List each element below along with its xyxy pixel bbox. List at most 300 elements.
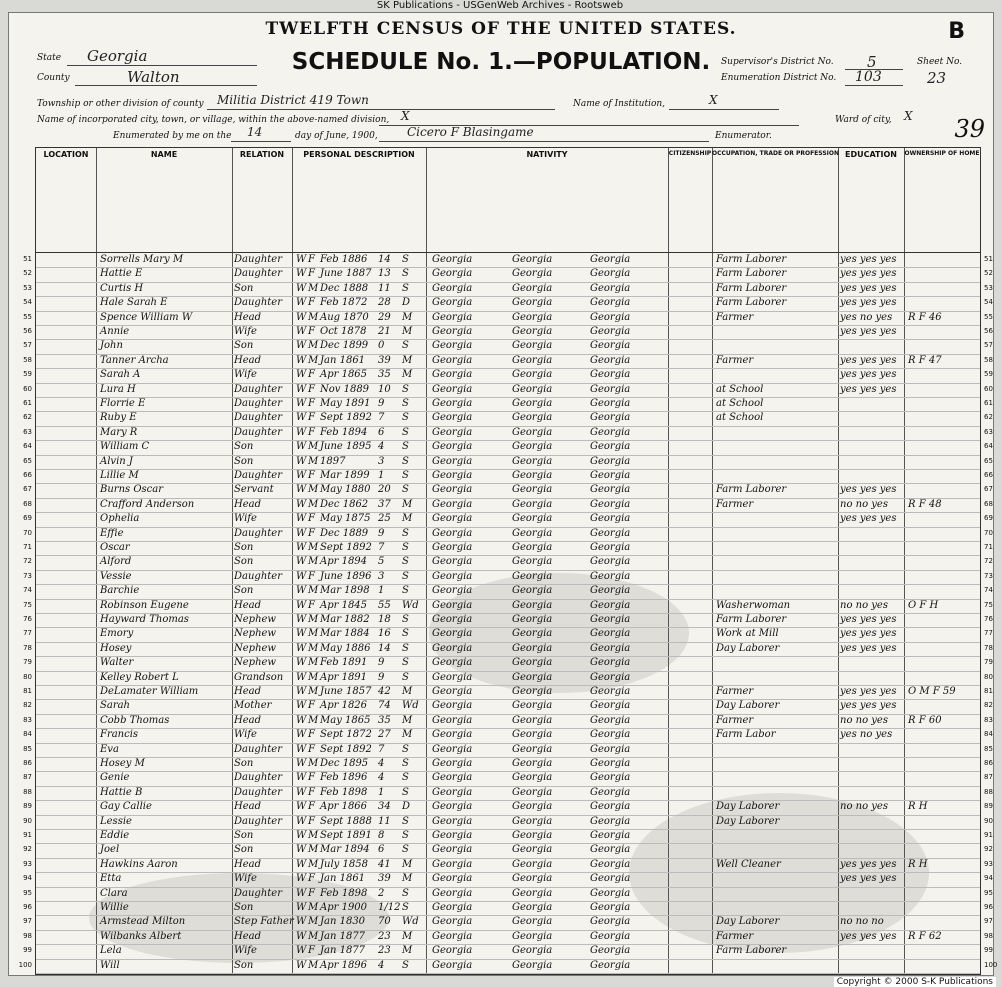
cell-ed bbox=[840, 815, 902, 829]
cell-occ bbox=[716, 512, 836, 526]
cell-st: S bbox=[402, 959, 409, 971]
table-row bbox=[23, 584, 993, 599]
cell-own bbox=[908, 368, 978, 382]
cell-own bbox=[908, 944, 978, 958]
cell-b2: Georgia bbox=[512, 268, 553, 280]
cell-b1: Georgia bbox=[432, 700, 473, 712]
cell-st: M bbox=[402, 513, 413, 525]
cell-rel: Wife bbox=[234, 873, 257, 885]
cell-occ: Farm Laborer bbox=[716, 614, 787, 625]
cell-own bbox=[908, 743, 978, 757]
cell-occ bbox=[716, 743, 836, 757]
cell-age: 28 bbox=[378, 297, 391, 309]
cell-own bbox=[908, 584, 978, 598]
cell-race: W bbox=[296, 815, 307, 827]
cell-sex: F bbox=[308, 570, 315, 582]
cell-ed bbox=[840, 843, 902, 857]
cell-st: S bbox=[402, 614, 409, 625]
cell-born: Jan 1830 bbox=[320, 916, 366, 928]
line-number: 59 bbox=[23, 370, 32, 379]
line-number: 72 bbox=[23, 557, 32, 566]
cell-st: M bbox=[402, 714, 413, 726]
line-number-right: 97 bbox=[984, 917, 993, 926]
line-number-right: 100 bbox=[984, 960, 998, 969]
cell-age: 35 bbox=[378, 714, 391, 726]
cell-sex: M bbox=[308, 844, 319, 856]
table-row bbox=[23, 771, 993, 786]
cell-st: S bbox=[402, 902, 409, 913]
cell-age: 1/12 bbox=[378, 902, 401, 913]
line-number-right: 77 bbox=[984, 629, 993, 638]
cell-occ: Farm Laborer bbox=[716, 297, 787, 309]
table-row bbox=[23, 455, 993, 470]
cell-race: W bbox=[296, 642, 307, 654]
cell-occ bbox=[716, 843, 836, 857]
line-number: 53 bbox=[23, 283, 32, 292]
cell-ed bbox=[840, 339, 902, 353]
population-table bbox=[18, 147, 998, 975]
cell-race: W bbox=[296, 714, 307, 726]
table-row bbox=[23, 541, 993, 556]
cell-st: D bbox=[402, 297, 411, 309]
line-number: 77 bbox=[23, 629, 32, 638]
cell-ed: no no yes bbox=[840, 599, 888, 611]
cell-race: W bbox=[296, 340, 307, 352]
cell-b3: Georgia bbox=[590, 830, 631, 841]
cell-sex: F bbox=[308, 326, 315, 337]
cell-b2: Georgia bbox=[512, 340, 553, 352]
cell-b2: Georgia bbox=[512, 282, 553, 294]
cell-occ: Farm Laborer bbox=[716, 484, 787, 496]
cell-rel: Daughter bbox=[234, 772, 282, 784]
cell-name: Ruby E bbox=[100, 412, 137, 424]
cell-born: Aug 1870 bbox=[320, 311, 369, 323]
cell-occ: Work at Mill bbox=[716, 628, 779, 640]
line-number-right: 84 bbox=[984, 730, 993, 739]
line-number-right: 62 bbox=[984, 413, 993, 422]
cell-ed: yes yes yes bbox=[840, 513, 897, 525]
cell-own bbox=[908, 915, 978, 929]
cell-age: 11 bbox=[378, 282, 391, 294]
cell-own bbox=[908, 527, 978, 541]
line-number: 55 bbox=[23, 312, 32, 321]
cell-b3: Georgia bbox=[590, 297, 631, 309]
line-number-right: 73 bbox=[984, 571, 993, 580]
cell-occ bbox=[716, 469, 836, 483]
cell-ed bbox=[840, 757, 902, 771]
cell-b3: Georgia bbox=[590, 354, 631, 366]
line-number-right: 94 bbox=[984, 874, 993, 883]
cell-rel: Son bbox=[234, 282, 254, 294]
cell-ed: yes yes yes bbox=[840, 686, 897, 697]
table-row bbox=[23, 915, 993, 930]
cell-name: Joel bbox=[100, 844, 120, 856]
table-row bbox=[23, 469, 993, 484]
cell-name: Sarah A bbox=[100, 369, 141, 381]
cell-occ bbox=[716, 584, 836, 598]
cell-race: W bbox=[296, 570, 307, 582]
cell-rel: Nephew bbox=[234, 614, 276, 625]
cell-own bbox=[908, 383, 978, 397]
cell-occ bbox=[716, 426, 836, 440]
table-row bbox=[23, 383, 993, 398]
cell-sex: M bbox=[308, 556, 319, 568]
cell-own: R F 60 bbox=[908, 714, 942, 726]
cell-ed bbox=[840, 944, 902, 958]
cell-b2: Georgia bbox=[512, 470, 553, 481]
cell-sex: M bbox=[308, 858, 319, 870]
line-number: 98 bbox=[23, 931, 32, 940]
cell-st: S bbox=[402, 455, 409, 467]
cell-b3: Georgia bbox=[590, 743, 631, 755]
line-number-right: 51 bbox=[984, 255, 993, 263]
cell-born: Dec 1862 bbox=[320, 498, 369, 510]
line-number: 68 bbox=[23, 499, 32, 508]
cell-race: W bbox=[296, 657, 307, 669]
cell-b3: Georgia bbox=[590, 873, 631, 885]
cell-race: W bbox=[296, 844, 307, 856]
cell-name: Effie bbox=[100, 527, 124, 539]
table-row bbox=[23, 267, 993, 282]
cell-rel: Grandson bbox=[234, 671, 284, 683]
cell-sex: M bbox=[308, 657, 319, 669]
cell-born: May 1886 bbox=[320, 642, 371, 654]
cell-b1: Georgia bbox=[432, 671, 473, 683]
cell-name: Curtis H bbox=[100, 282, 144, 294]
cell-b3: Georgia bbox=[590, 902, 631, 913]
cell-sex: F bbox=[308, 786, 315, 798]
cell-occ: at School bbox=[716, 412, 764, 424]
line-number: 94 bbox=[23, 874, 32, 883]
cell-b3: Georgia bbox=[590, 844, 631, 856]
line-number-right: 70 bbox=[984, 528, 993, 537]
table-row bbox=[23, 483, 993, 498]
line-number-right: 60 bbox=[984, 384, 993, 393]
table-row bbox=[23, 296, 993, 311]
cell-st: S bbox=[402, 398, 409, 409]
cell-occ: Washerwoman bbox=[716, 599, 791, 611]
line-number: 63 bbox=[23, 427, 32, 436]
line-number-right: 72 bbox=[984, 557, 993, 566]
cell-rel: Son bbox=[234, 585, 254, 597]
cell-age: 7 bbox=[378, 412, 385, 424]
enumerator-label: Enumerator. bbox=[715, 131, 772, 141]
cell-occ bbox=[716, 440, 836, 454]
line-number: 58 bbox=[23, 355, 32, 364]
cell-own: R F 62 bbox=[908, 930, 942, 942]
cell-name: Sorrells Mary M bbox=[100, 254, 184, 265]
line-number: 66 bbox=[23, 471, 32, 479]
cell-own bbox=[908, 325, 978, 339]
line-number-right: 64 bbox=[984, 442, 993, 451]
cell-sex: F bbox=[308, 873, 315, 885]
line-number-right: 67 bbox=[984, 485, 993, 494]
cell-b3: Georgia bbox=[590, 786, 631, 798]
cell-occ: Farm Laborer bbox=[716, 268, 787, 280]
cell-ed: yes yes yes bbox=[840, 268, 897, 280]
cell-rel: Son bbox=[234, 441, 254, 453]
cell-sex: F bbox=[308, 513, 315, 525]
cell-b2: Georgia bbox=[512, 297, 553, 309]
cell-b3: Georgia bbox=[590, 498, 631, 510]
township-value: Militia District 419 Town bbox=[217, 93, 369, 107]
cell-name: Will bbox=[100, 959, 120, 971]
cell-b1: Georgia bbox=[432, 369, 473, 381]
cell-b1: Georgia bbox=[432, 383, 473, 395]
cell-race: W bbox=[296, 671, 307, 683]
cell-ed bbox=[840, 743, 902, 757]
cell-sex: F bbox=[308, 743, 315, 755]
cell-b2: Georgia bbox=[512, 254, 553, 265]
cell-rel: Wife bbox=[234, 326, 257, 337]
cell-age: 13 bbox=[378, 268, 391, 280]
line-number: 75 bbox=[23, 600, 32, 609]
cell-race: W bbox=[296, 484, 307, 496]
cell-b2: Georgia bbox=[512, 786, 553, 798]
line-number-right: 59 bbox=[984, 370, 993, 379]
cell-own: R F 46 bbox=[908, 311, 942, 323]
cell-name: Crafford Anderson bbox=[100, 498, 195, 510]
cell-name: Cobb Thomas bbox=[100, 714, 170, 726]
cell-own bbox=[908, 613, 978, 627]
cell-b2: Georgia bbox=[512, 945, 553, 957]
cell-sex: M bbox=[308, 311, 319, 323]
cell-age: 35 bbox=[378, 369, 391, 381]
cell-b2: Georgia bbox=[512, 412, 553, 424]
cell-b1: Georgia bbox=[432, 873, 473, 885]
incorporated-label: Name of incorporated city, town, or village, within the above-named division, bbox=[37, 115, 390, 125]
cell-b1: Georgia bbox=[432, 729, 473, 741]
cell-race: W bbox=[296, 758, 307, 769]
cell-age: 7 bbox=[378, 542, 385, 553]
cell-name: Gay Callie bbox=[100, 801, 152, 813]
cell-b1: Georgia bbox=[432, 657, 473, 669]
cell-name: Hattie B bbox=[100, 786, 143, 798]
cell-ed: yes yes yes bbox=[840, 858, 897, 870]
cell-own bbox=[908, 339, 978, 353]
cell-occ bbox=[716, 671, 836, 685]
cell-race: W bbox=[296, 772, 307, 784]
cell-b1: Georgia bbox=[432, 426, 473, 438]
cell-b2: Georgia bbox=[512, 916, 553, 928]
line-number-right: 79 bbox=[984, 658, 993, 667]
cell-ed: yes yes yes bbox=[840, 254, 897, 265]
cell-ed: yes yes yes bbox=[840, 282, 897, 294]
cell-b1: Georgia bbox=[432, 686, 473, 697]
cell-b2: Georgia bbox=[512, 686, 553, 697]
cell-st: S bbox=[402, 527, 409, 539]
cell-born: May 1891 bbox=[320, 398, 371, 409]
cell-b3: Georgia bbox=[590, 340, 631, 352]
page-number: 39 bbox=[954, 115, 985, 143]
cell-born: Dec 1899 bbox=[320, 340, 369, 352]
cell-b3: Georgia bbox=[590, 412, 631, 424]
cell-ed: no no no bbox=[840, 916, 884, 928]
cell-race: W bbox=[296, 614, 307, 625]
line-number-right: 93 bbox=[984, 859, 993, 868]
cell-b2: Georgia bbox=[512, 484, 553, 496]
cell-race: W bbox=[296, 426, 307, 438]
cell-age: 11 bbox=[378, 815, 391, 827]
cell-race: W bbox=[296, 297, 307, 309]
cell-born: Apr 1894 bbox=[320, 556, 368, 568]
cell-b2: Georgia bbox=[512, 426, 553, 438]
cell-st: S bbox=[402, 282, 409, 294]
supervisor-value: 5 bbox=[867, 53, 877, 71]
cell-b1: Georgia bbox=[432, 945, 473, 957]
cell-own bbox=[908, 771, 978, 785]
line-number-right: 80 bbox=[984, 672, 993, 681]
cell-ed: yes yes yes bbox=[840, 369, 897, 381]
institution-label: Name of Institution, bbox=[573, 99, 666, 109]
cell-ed: yes yes yes bbox=[840, 297, 897, 309]
cell-b2: Georgia bbox=[512, 556, 553, 568]
cell-b1: Georgia bbox=[432, 844, 473, 856]
cell-own: R F 47 bbox=[908, 354, 942, 366]
cell-sex: M bbox=[308, 671, 319, 683]
cell-ed: yes yes yes bbox=[840, 383, 897, 395]
cell-b3: Georgia bbox=[590, 326, 631, 337]
cell-b2: Georgia bbox=[512, 441, 553, 453]
cell-occ bbox=[716, 555, 836, 569]
cell-rel: Wife bbox=[234, 513, 257, 525]
cell-name: Lessie bbox=[100, 815, 132, 827]
cell-b2: Georgia bbox=[512, 585, 553, 597]
cell-b2: Georgia bbox=[512, 959, 553, 971]
cell-rel: Daughter bbox=[234, 470, 282, 481]
table-row bbox=[23, 843, 993, 858]
cell-born: Jan 1861 bbox=[320, 873, 366, 885]
line-number: 93 bbox=[23, 859, 32, 868]
table-row bbox=[23, 627, 993, 642]
table-row bbox=[23, 714, 993, 729]
cell-b3: Georgia bbox=[590, 714, 631, 726]
cell-own bbox=[908, 296, 978, 310]
cell-race: W bbox=[296, 887, 307, 899]
cell-b2: Georgia bbox=[512, 873, 553, 885]
cell-race: W bbox=[296, 326, 307, 337]
cell-b1: Georgia bbox=[432, 858, 473, 870]
line-number: 74 bbox=[23, 586, 32, 595]
cell-name: Tanner Archa bbox=[100, 354, 169, 366]
cell-race: W bbox=[296, 498, 307, 510]
cell-ed bbox=[840, 786, 902, 800]
cell-b1: Georgia bbox=[432, 311, 473, 323]
cell-name: Mary R bbox=[100, 426, 138, 438]
cell-b3: Georgia bbox=[590, 657, 631, 669]
cell-own bbox=[908, 483, 978, 497]
cell-ed bbox=[840, 455, 902, 469]
institution-value: X bbox=[709, 93, 718, 107]
cell-st: S bbox=[402, 570, 409, 582]
cell-rel: Wife bbox=[234, 369, 257, 381]
cell-b2: Georgia bbox=[512, 671, 553, 683]
county-label: County bbox=[37, 73, 70, 83]
county-value: Walton bbox=[127, 68, 180, 86]
cell-race: W bbox=[296, 743, 307, 755]
cell-age: 4 bbox=[378, 441, 385, 453]
cell-occ bbox=[716, 786, 836, 800]
cell-b3: Georgia bbox=[590, 628, 631, 640]
cell-rel: Mother bbox=[234, 700, 272, 712]
cell-sex: F bbox=[308, 700, 315, 712]
cell-ed: yes yes yes bbox=[840, 354, 897, 366]
cell-b1: Georgia bbox=[432, 772, 473, 784]
cell-rel: Son bbox=[234, 340, 254, 352]
cell-ed bbox=[840, 570, 902, 584]
cell-sex: F bbox=[308, 268, 315, 280]
cell-ed bbox=[840, 959, 902, 973]
line-number-right: 99 bbox=[984, 946, 993, 955]
cell-st: S bbox=[402, 844, 409, 856]
cell-rel: Daughter bbox=[234, 786, 282, 798]
cell-sex: F bbox=[308, 527, 315, 539]
line-number-right: 95 bbox=[984, 888, 993, 897]
cell-rel: Daughter bbox=[234, 297, 282, 309]
cell-b3: Georgia bbox=[590, 426, 631, 438]
cell-ed: yes yes yes bbox=[840, 873, 897, 885]
cell-b2: Georgia bbox=[512, 729, 553, 741]
cell-st: S bbox=[402, 815, 409, 827]
cell-ed: yes yes yes bbox=[840, 628, 897, 640]
cell-ed: yes no yes bbox=[840, 311, 893, 323]
col-relation: RELATION bbox=[239, 150, 285, 159]
cell-b1: Georgia bbox=[432, 916, 473, 928]
cell-occ: Farm Laborer bbox=[716, 945, 787, 957]
cell-b1: Georgia bbox=[432, 614, 473, 625]
table-row bbox=[23, 887, 993, 902]
cell-b2: Georgia bbox=[512, 570, 553, 582]
cell-age: 14 bbox=[378, 642, 391, 654]
line-number: 100 bbox=[18, 960, 32, 969]
cell-occ: Farm Laborer bbox=[716, 254, 787, 265]
cell-born: Apr 1826 bbox=[320, 700, 368, 712]
line-number-right: 66 bbox=[984, 471, 993, 479]
table-row bbox=[23, 325, 993, 340]
cell-ed bbox=[840, 469, 902, 483]
cell-own: R F 48 bbox=[908, 498, 942, 510]
cell-sex: F bbox=[308, 383, 315, 395]
line-number-right: 85 bbox=[984, 744, 993, 753]
cell-rel: Nephew bbox=[234, 657, 276, 669]
cell-own bbox=[908, 426, 978, 440]
cell-occ: Day Laborer bbox=[716, 801, 780, 813]
cell-own bbox=[908, 728, 978, 742]
cell-race: W bbox=[296, 282, 307, 294]
cell-sex: M bbox=[308, 498, 319, 510]
cell-b3: Georgia bbox=[590, 614, 631, 625]
col-location: LOCATION bbox=[43, 150, 89, 159]
cell-b3: Georgia bbox=[590, 398, 631, 409]
cell-name: Francis bbox=[100, 729, 139, 741]
cell-sex: F bbox=[308, 887, 315, 899]
table-row bbox=[23, 426, 993, 441]
cell-st: S bbox=[402, 340, 409, 352]
table-row bbox=[23, 354, 993, 369]
cell-b1: Georgia bbox=[432, 815, 473, 827]
cell-rel: Daughter bbox=[234, 887, 282, 899]
cell-occ: Day Laborer bbox=[716, 815, 780, 827]
cell-ed bbox=[840, 527, 902, 541]
cell-age: 20 bbox=[378, 484, 391, 496]
cell-name: Vessie bbox=[100, 570, 132, 582]
cell-name: Eddie bbox=[100, 830, 130, 841]
cell-sex: F bbox=[308, 772, 315, 784]
cell-ed: yes yes yes bbox=[840, 700, 897, 712]
cell-st: S bbox=[402, 268, 409, 280]
cell-st: S bbox=[402, 772, 409, 784]
cell-name: Willie bbox=[100, 902, 129, 913]
